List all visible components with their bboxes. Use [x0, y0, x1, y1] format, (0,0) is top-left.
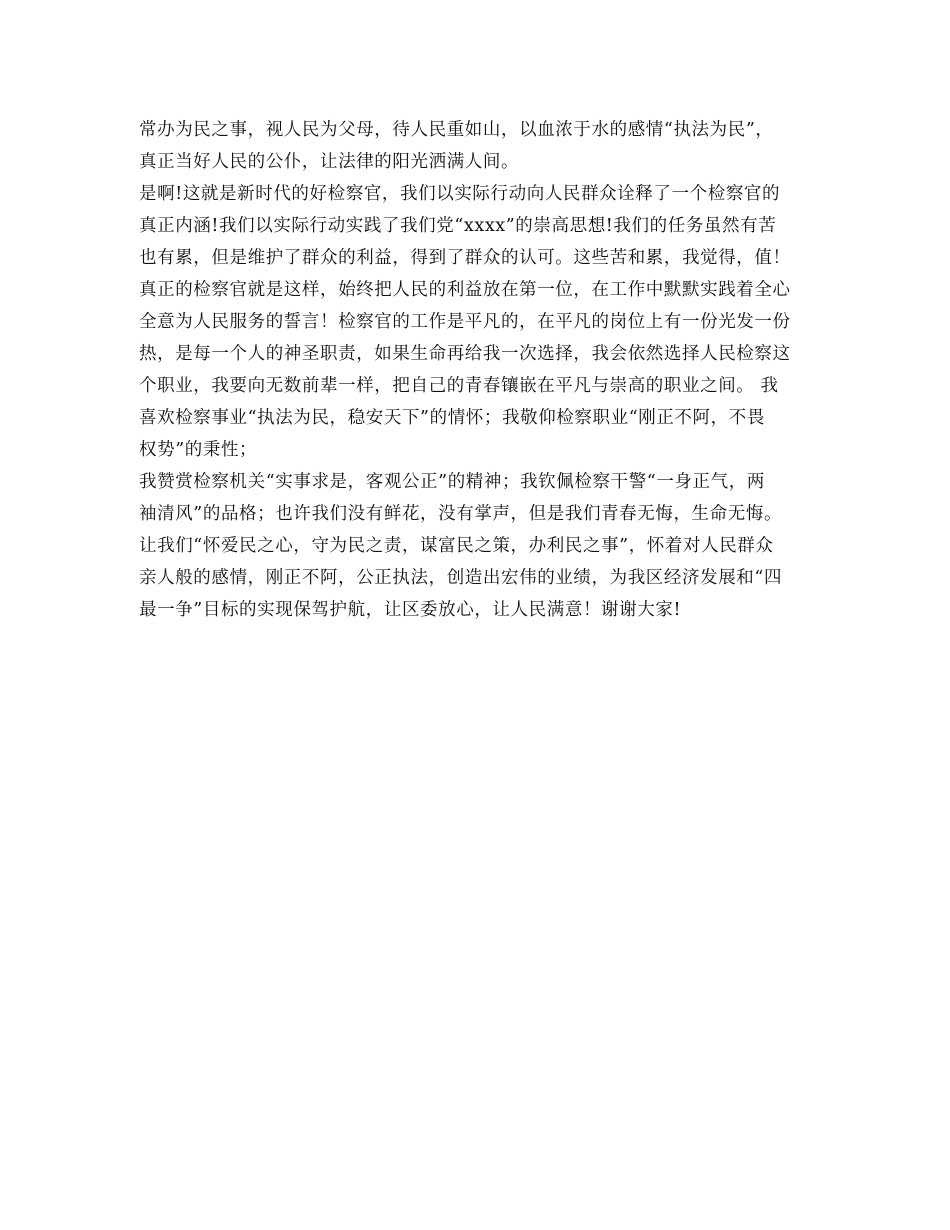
text-line: 我赞赏检察机关“实事求是，客观公正”的精神；我钦佩检察干警“一身正气，两: [139, 472, 765, 492]
text-line: 个职业，我要向无数前辈一样，把自己的青春镶嵌在平凡与崇高的职业之间。 我: [139, 376, 779, 396]
text-line: 让我们“怀爱民之心，守为民之责，谋富民之策，办利民之事”，怀着对人民群众: [139, 536, 774, 556]
text-line: 全意为人民服务的誓言！检察官的工作是平凡的，在平凡的岗位上有一份光发一份: [139, 312, 791, 332]
text-line: 袖清风”的品格；也许我们没有鲜花，没有掌声，但是我们青春无悔，生命无悔。: [139, 504, 783, 524]
text-line: 是啊!这就是新时代的好检察官，我们以实际行动向人民群众诠释了一个检察官的: [139, 184, 781, 204]
text-line: 最一争”目标的实现保驾护航，让区委放心，让人民满意！谢谢大家!: [139, 600, 682, 620]
text-line: 真正的检察官就是这样，始终把人民的利益放在第一位，在工作中默默实践着全心: [139, 280, 791, 300]
text-line: 亲人般的感情，刚正不阿，公正执法，创造出宏伟的业绩，为我区经济发展和“四: [139, 568, 783, 588]
text-line: 常办为民之事，视人民为父母，待人民重如山，以血浓于水的感情“执法为民”，: [139, 120, 774, 140]
body-text: [139, 114, 819, 626]
text-line: 热，是每一个人的神圣职责，如果生命再给我一次选择，我会依然选择人民检察这: [139, 344, 791, 364]
text-line: 也有累，但是维护了群众的利益，得到了群众的认可。这些苦和累，我觉得，值！: [139, 248, 791, 268]
text-line: 真正内涵!我们以实际行动实践了我们党“xxxx”的崇高思想!我们的任务虽然有苦: [139, 216, 777, 236]
text-line: 真正当好人民的公仆，让法律的阳光洒满人间。: [139, 152, 520, 172]
text-line: 喜欢检察事业“执法为民，稳安天下”的情怀；我敬仰检察职业“刚正不阿，不畏: [139, 408, 765, 428]
text-line: 权势”的秉性；: [139, 440, 258, 460]
